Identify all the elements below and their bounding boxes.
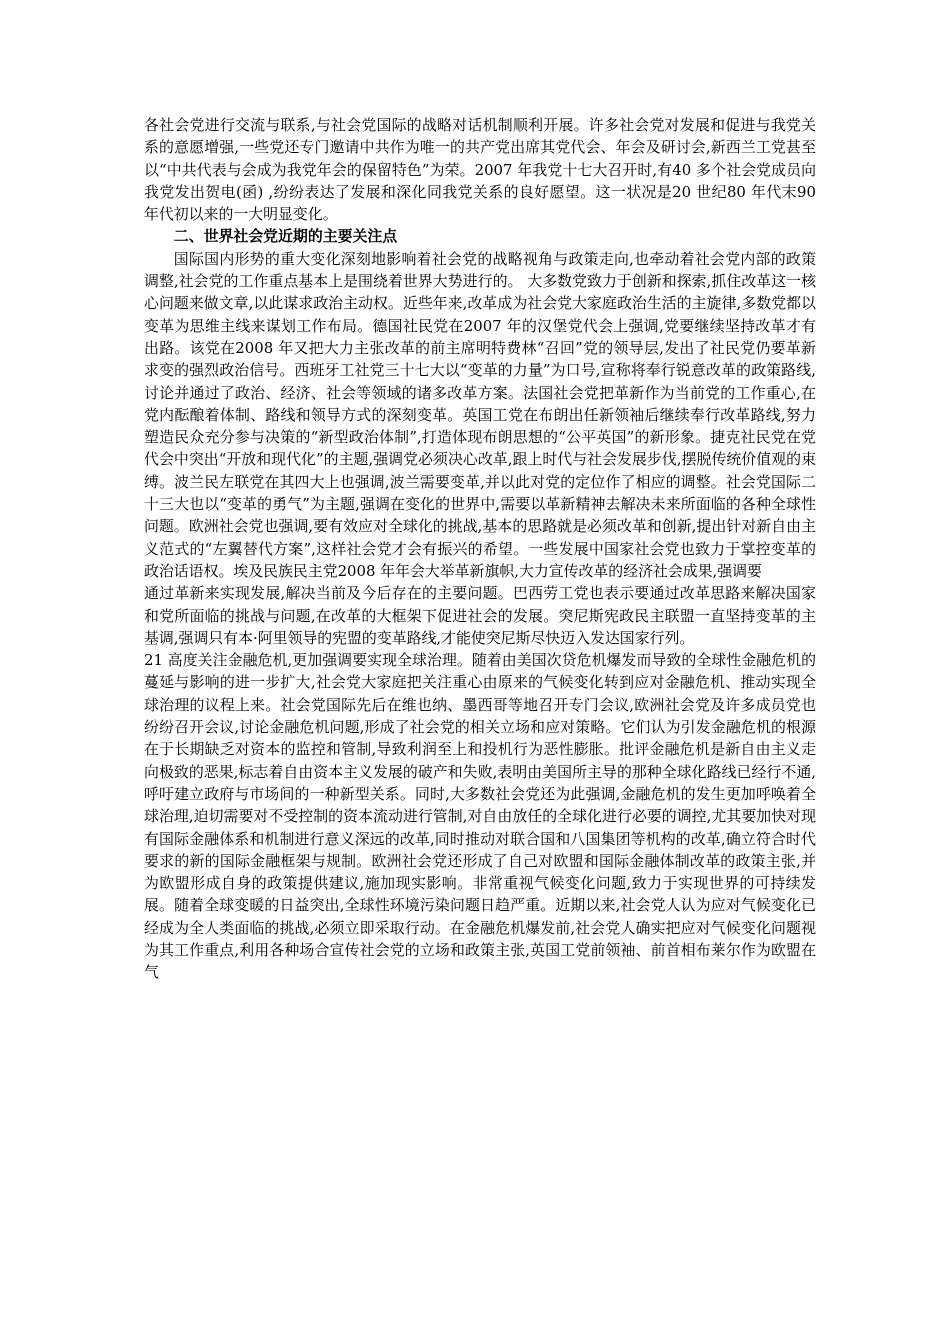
section-heading: 二、世界社会党近期的主要关注点 [173, 227, 398, 246]
document-page [144, 114, 816, 984]
body-paragraph-4: 21 高度关注金融危机,更加强调要实现全球治理。随着由美国次贷危机爆发而导致的全球性金融危机的蔓延与影响的进一步扩大,社会党大家庭把关注重心由原来的气候变化转到应对金融危机、推动实现全球治理的议程上来。社会党国际先后在维也纳、墨西哥等地召开专门会议,欧洲社会党及许多成员党也纷纷召开会议,讨论金融危机问题,形成了社会党的相关立场和应对策略。它们认为引发金融危机的根源在于长期缺乏对资本的监控和管制,导致利润至上和投机行为恶性膨胀。批评金融危机是新自由主义走向极致的恶果,标志着自由资本主义发展的破产和失败,表明由美国所主导的那种全球化路线已经行不通,呼吁建立政府与市场间的一种新型关系。同时,大多数社会党还为此强调,金融危机的发生更加呼唤着全球治理,迫切需要对不受控制的资本流动进行管制,对自由放任的全球化进行必要的调控,尤其要加快对现有国际金融体系和机制进行意义深远的改革,同时推动对联合国和八国集团等机构的改革,确立符合时代要求的新的国际金融框架与规制。欧洲社会党还形成了自己对欧盟和国际金融体制改革的政策主张,并为欧盟形成自身的政策提供建议,施加现实影响。非常重视气候变化问题,致力于实现世界的可持续发展。随着全球变暖的日益突出,全球性环境污染问题日趋严重。近期以来,社会党人认为应对气候变化已经成为全人类面临的挑战,必须立即采取行动。在金融危机爆发前,社会党人确实把应对气候变化问题视为其工作重点,利用各种场合宣传社会党的立场和政策主张,英国工党前领袖、前首相布莱尔作为欧盟在气 [144, 651, 816, 982]
body-paragraph-1: 各社会党进行交流与联系,与社会党国际的战略对话机制顺利开展。许多社会党对发展和促进与我党关系的意愿增强,一些党还专门邀请中共作为唯一的共产党出席其党代会、年会及研讨会,新西兰工党甚至以“中共代表与会成为我党年会的保留特色”为荣。2007 年我党十七大召开时,有40 多个社会党成员向我党发出贺电(函) ,纷纷表达了发展和深化同我党关系的良好愿望。这一状况是20 世纪80 年代末90 年代初以来的一大明显变化。 [144, 116, 816, 224]
body-paragraph-3: 通过革新来实现发展,解决当前及今后存在的主要问题。巴西劳工党也表示要通过改革思路来解决国家和党所面临的挑战与问题,在改革的大框架下促进社会的发展。突尼斯宪政民主联盟一直坚持变革的主基调,强调只有本·阿里领导的宪盟的变革路线,才能使突尼斯尽快迈入发达国家行列。 [144, 584, 816, 647]
body-paragraph-2: 国际国内形势的重大变化深刻地影响着社会党的战略视角与政策走向,也牵动着社会党内部的政策调整,社会党的工作重点基本上是围绕着世界大势进行的。 大多数党致力于创新和探索,抓住改革这一核心问题来做文章,以此谋求政治主动权。近些年来,改革成为社会党大家庭政治生活的主旋律,多数党都以变革为思维主线来谋划工作布局。德国社民党在2007 年的汉堡党代会上强调,党要继续坚持改革才有出路。该党在2008 年又把大力主张改革的前主席明特费林“召回”党的领导层,发出了社民党仍要革新求变的强烈政治信号。西班牙工社党三十七大以“变革的力量”为口号,宣称将奉行锐意改革的政策路线,讨论并通过了政治、经济、社会等领域的诸多改革方案。法国社会党把革新作为当前党的工作重心,在党内酝酿着体制、路线和领导方式的深刻变革。英国工党在布朗出任新领袖后继续奉行改革路线,努力塑造民众充分参与决策的“新型政治体制”,打造体现布朗思想的“公平英国”的新形象。捷克社民党在党代会中突出“开放和现代化”的主题,强调党必须决心改革,跟上时代与社会发展步伐,摆脱传统价值观的束缚。波兰民左联党在其四大上也强调,波兰需要变革,并以此对党的定位作了相应的调整。社会党国际二十三大也以“变革的勇气”为主题,强调在变化的世界中,需要以革新精神去解决未来所面临的各种全球性问题。欧洲社会党也强调,要有效应对全球化的挑战,基本的思路就是必须改革和创新,提出针对新自由主义范式的“左翼替代方案”,这样社会党才会有振兴的希望。一些发展中国家社会党也致力于掌控变革的政治话语权。埃及民族民主党2008 年年会大举革新旗帜,大力宣传改革的经济社会成果,强调要 [144, 249, 816, 580]
